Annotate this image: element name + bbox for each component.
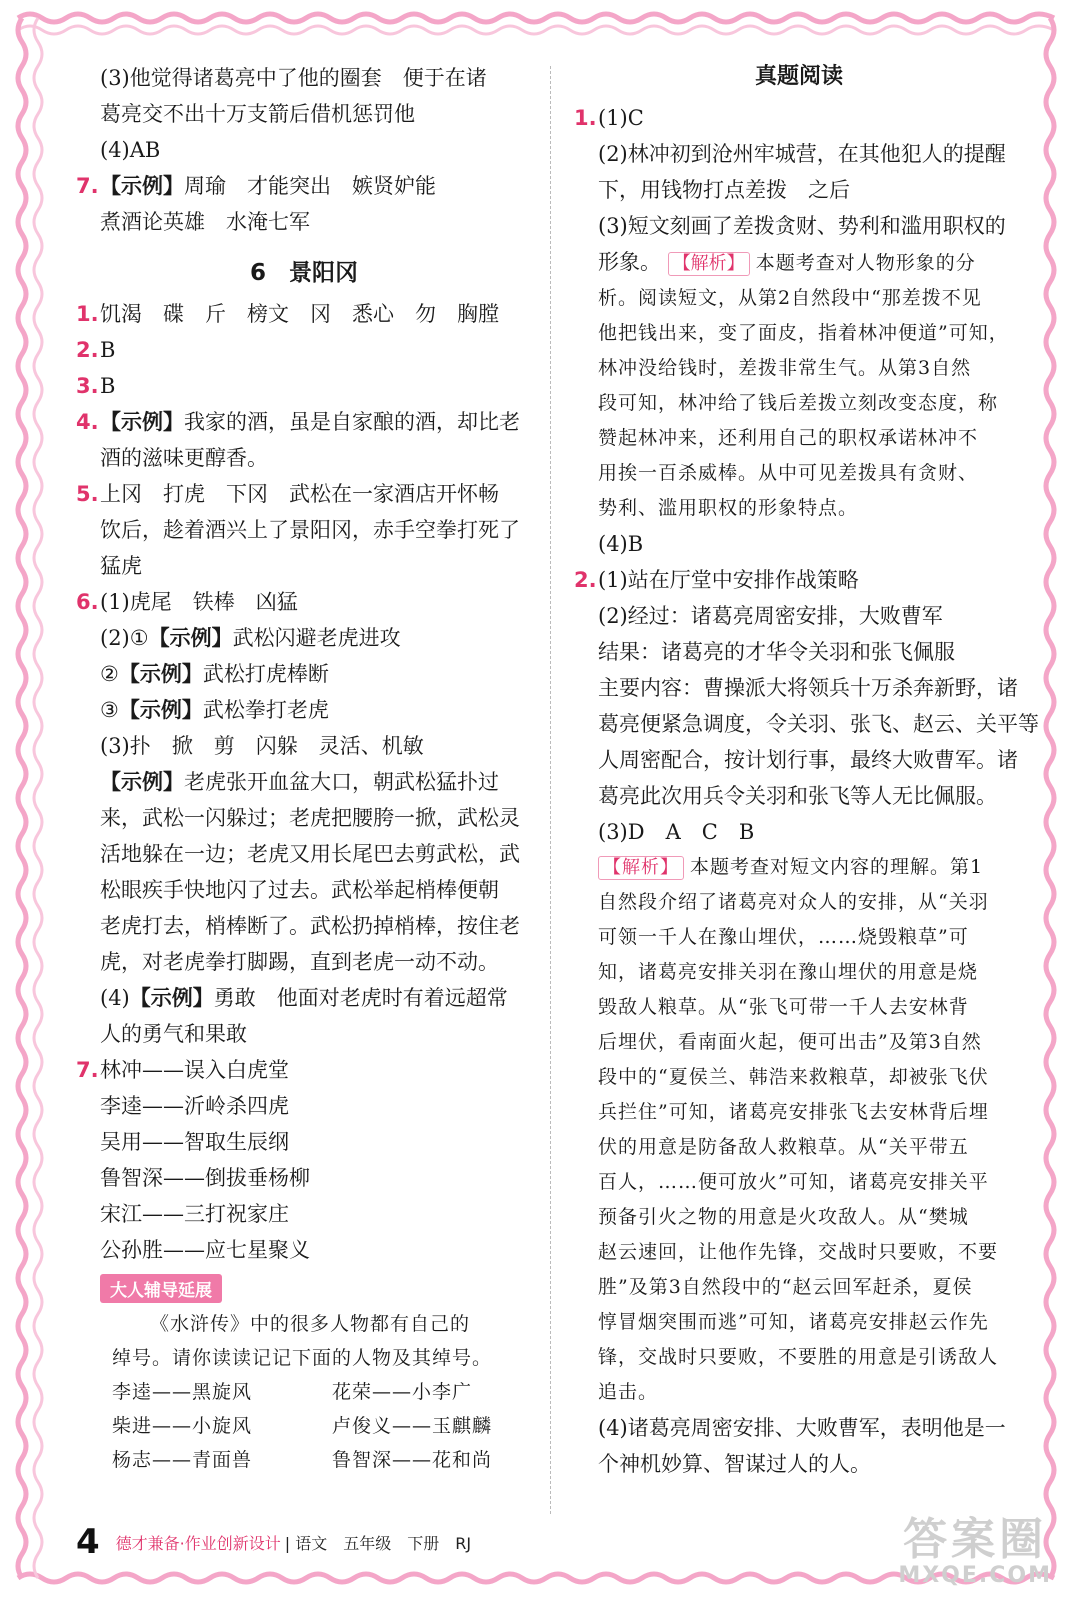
text-line [76,692,532,728]
question-number: 1. [574,106,597,130]
answer-text: B [100,338,116,362]
text-line: (4)AB [100,138,161,162]
analysis-line [574,850,1024,885]
analysis-line: 赞起林冲来，还利用自己的职权承诺林冲不 [598,427,979,449]
text-line: 来，武松一闪躲过；老虎把腰胯一掀，武松灵 [100,806,520,830]
analysis-text: 本题考查对人物形象的分 [755,252,976,274]
analysis-line: 追击。 [598,1381,659,1403]
text-line: (4)诸葛亮周密安排、大败曹军，表明他是一 [598,1416,1006,1440]
text-line: 酒的滋味更醇香。 [100,446,268,470]
analysis-line: 赵云速回，让他作先锋，交战时只要败，不要 [598,1241,999,1263]
analysis-line: 兵拦住”可知，诸葛亮安排张飞去安林背后埋 [598,1101,989,1123]
analysis-line: 段可知，林冲给了钱后差拨立刻改变态度，称 [598,392,999,414]
answer-2 [574,562,1024,598]
example-tag: 【示例】 [118,698,203,722]
text-line [76,620,532,656]
text-line: 活地躲在一边；老虎又用长尾巴去剪武松，武 [100,842,520,866]
example-tag: 【示例】 [129,986,214,1010]
example-tag: 【示例】 [100,174,184,198]
analysis-tag: 【解析】 [598,856,684,880]
analysis-line: 惇冒烟突围而逃”可知，诸葛亮安排赵云作先 [598,1311,989,1333]
example-tag: 【示例】 [100,410,184,434]
answer-3 [76,368,532,404]
analysis-tag: 【解析】 [668,252,750,276]
analysis-line: 析。阅读短文，从第2自然段中“那差拨不见 [598,287,982,309]
analysis-line: 他把钱出来，变了面皮，指着林冲便道”可知， [598,322,1009,344]
answer-text: 勇敢 他面对老虎时有着远超常 [213,986,508,1010]
question-number: 6. [76,590,99,614]
analysis-line: 锋，交战时只要败，不要胜的用意是引诱敌人 [598,1346,999,1368]
text-line: 主要内容：曹操派大将领兵十万杀奔新野，诸 [598,676,1018,700]
page-footer [76,1522,471,1562]
text-line: 宋江——三打祝家庄 [100,1202,289,1226]
text-line: 人的勇气和果敢 [100,1022,247,1046]
text-line: 葛亮便紧急调度，令关羽、张飞、赵云、关平等 [598,712,1039,736]
text-line: (3)D A C B [598,820,755,844]
left-column [76,60,532,1477]
analysis-line: 用挨一百杀威棒。从中可见差拨具有贪财、 [598,462,979,484]
text-line: (3)短文刻画了差拨贪财、势利和滥用职权的 [598,214,1006,238]
nickname-item: 花荣——小李广 [332,1381,473,1403]
book-series: 德才兼备·作业创新设计 [115,1533,281,1553]
question-number: 7. [76,174,99,198]
text-line: 虎，对老虎拳打脚踢，直到老虎一动不动。 [100,950,499,974]
sub-number: (2)① [100,626,149,650]
answer-text: 武松闪避老虎进攻 [232,626,401,650]
answer-text: 武松打虎棒断 [202,662,329,686]
text-line [76,656,532,692]
text-line: (2)林冲初到沧州牢城营，在其他犯人的提醒 [598,142,1006,166]
extension-box [76,1307,532,1477]
watermark [898,1514,1052,1588]
text-line: 结果：诸葛亮的才华令关羽和张飞佩服 [598,640,955,664]
text-line [574,244,1024,281]
text-line: 人周密配合，按计划行事，最终大败曹军。诸 [598,748,1018,772]
extension-text: 绰号。请你读读记记下面的人物及其绰号。 [112,1347,493,1369]
answer-5 [76,476,532,512]
text-line: (4)B [598,532,644,556]
text-line: 饮后，趁着酒兴上了景阳冈，赤手空拳打死了 [100,518,520,542]
answer-1 [574,100,1024,136]
column-divider [550,66,551,1514]
answer-text: 上冈 打虎 下冈 武松在一家酒店开怀畅 [100,482,499,506]
text-line: (2)经过：诸葛亮周密安排，大败曹军 [598,604,943,628]
nickname-item: 柴进——小旋风 [112,1415,253,1437]
text-line: 公孙胜——应七星聚义 [100,1238,310,1262]
example-tag: 【示例】 [148,626,233,650]
question-number: 2. [574,568,597,592]
text-line [76,764,532,800]
answer-7 [76,1052,532,1088]
analysis-line: 毁敌人粮草。从“张飞可带一千人去安林背 [598,996,969,1018]
analysis-line: 后埋伏，看南面火起，便可出击”及第3自然 [598,1031,982,1053]
watermark-url: MXQE.COM [898,1563,1052,1588]
answer-4 [76,404,532,440]
answer-text: (1)虎尾 铁棒 凶猛 [100,590,298,614]
example-tag: 【示例】 [100,770,184,794]
sub-number: ③ [100,698,119,722]
section-title: 6 景阳冈 [249,260,358,286]
analysis-line: 伏的用意是防备敌人救粮草。从“关平带五 [598,1136,969,1158]
section-title: 真题阅读 [754,64,843,89]
answer-text: 老虎张开血盆大口，朝武松猛扑过 [184,770,499,794]
sub-number: (4) [100,986,130,1010]
text-line: 老虎打去，梢棒断了。武松扔掉梢棒，按住老 [100,914,520,938]
analysis-line: 预备引火之物的用意是火攻敌人。从“樊城 [598,1206,969,1228]
watermark-logo-text: 答案圈 [903,1514,1048,1565]
analysis-line: 段中的“夏侯兰、韩浩来救粮草，却被张飞伏 [598,1066,989,1088]
answer-text: 我家的酒，虽是自家酿的酒，却比老 [184,410,520,434]
answer-text: B [100,374,116,398]
text-line: 吴用——智取生辰纲 [100,1130,289,1154]
answer-text: 林冲——误入白虎堂 [100,1058,289,1082]
text-line: 煮酒论英雄 水淹七军 [100,210,310,234]
nickname-item: 卢俊义——玉麒麟 [332,1415,493,1437]
analysis-line: 知，诸葛亮安排关羽在豫山埋伏的用意是烧 [598,961,979,983]
analysis-text: 本题考查对短文内容的理解。第1 [690,856,984,878]
text-line: 猛虎 [100,554,142,578]
answer-6 [76,584,532,620]
sub-number: ② [100,662,119,686]
answer-text: 周瑜 才能突出 嫉贤妒能 [184,174,436,198]
question-number: 7. [76,1058,99,1082]
answer-text: 饥渴 碟 斤 榜文 冈 悉心 勿 胸膛 [100,302,499,326]
page-number: 4 [76,1522,100,1562]
analysis-line: 势利、滥用职权的形象特点。 [598,497,859,519]
question-number: 3. [76,374,99,398]
text-line [76,980,532,1016]
question-number: 4. [76,410,99,434]
analysis-line: 百人，……便可放火”可知，诸葛亮安排关平 [598,1171,989,1193]
text-line: 下，用钱物打点差拨 之后 [598,178,850,202]
extension-text: 《水浒传》中的很多人物都有自己的 [150,1313,471,1335]
text-line: 松眼疾手快地闪了过去。武松举起梢棒便朝 [100,878,499,902]
nickname-item: 李逵——黑旋风 [112,1381,253,1403]
answer-text: (1)C [598,106,644,130]
text-line: 个神机妙算、智谋过人的人。 [598,1452,871,1476]
answer-text: (1)站在厅堂中安排作战策略 [598,568,859,592]
answer-7 [76,168,532,204]
example-tag: 【示例】 [118,662,203,686]
nickname-item: 鲁智深——花和尚 [332,1449,493,1471]
question-number: 5. [76,482,99,506]
nickname-list [112,1375,532,1477]
analysis-line: 可领一千人在豫山埋伏，……烧毁粮草”可 [598,926,969,948]
extension-badge: 大人辅导延展 [100,1274,222,1303]
book-info: | 语文 五年级 下册 RJ [284,1533,472,1553]
text-line: (3)扑 掀 剪 闪躲 灵活、机敏 [100,734,424,758]
answer-2 [76,332,532,368]
right-column [574,60,1039,1482]
text-line: 鲁智深——倒拔垂杨柳 [100,1166,310,1190]
question-number: 2. [76,338,99,362]
analysis-line: 胜”及第3自然段中的“赵云回军赶杀，夏侯 [598,1276,973,1298]
analysis-line: 自然段介绍了诸葛亮对众人的安排，从“关羽 [598,891,989,913]
answer-text: 形象。 [598,250,661,274]
text-line: 李逵——沂岭杀四虎 [100,1094,289,1118]
question-number: 1. [76,302,99,326]
text-line: 葛亮交不出十万支箭后借机惩罚他 [100,102,415,126]
nickname-item: 杨志——青面兽 [112,1449,253,1471]
text-line: 葛亮此次用兵令关羽和张飞等人无比佩服。 [598,784,997,808]
answer-text: 武松拳打老虎 [202,698,329,722]
answer-1 [76,296,532,332]
analysis-line: 林冲没给钱时，差拨非常生气。从第3自然 [598,357,972,379]
text-line: (3)他觉得诸葛亮中了他的圈套 便于在诸 [100,66,487,90]
